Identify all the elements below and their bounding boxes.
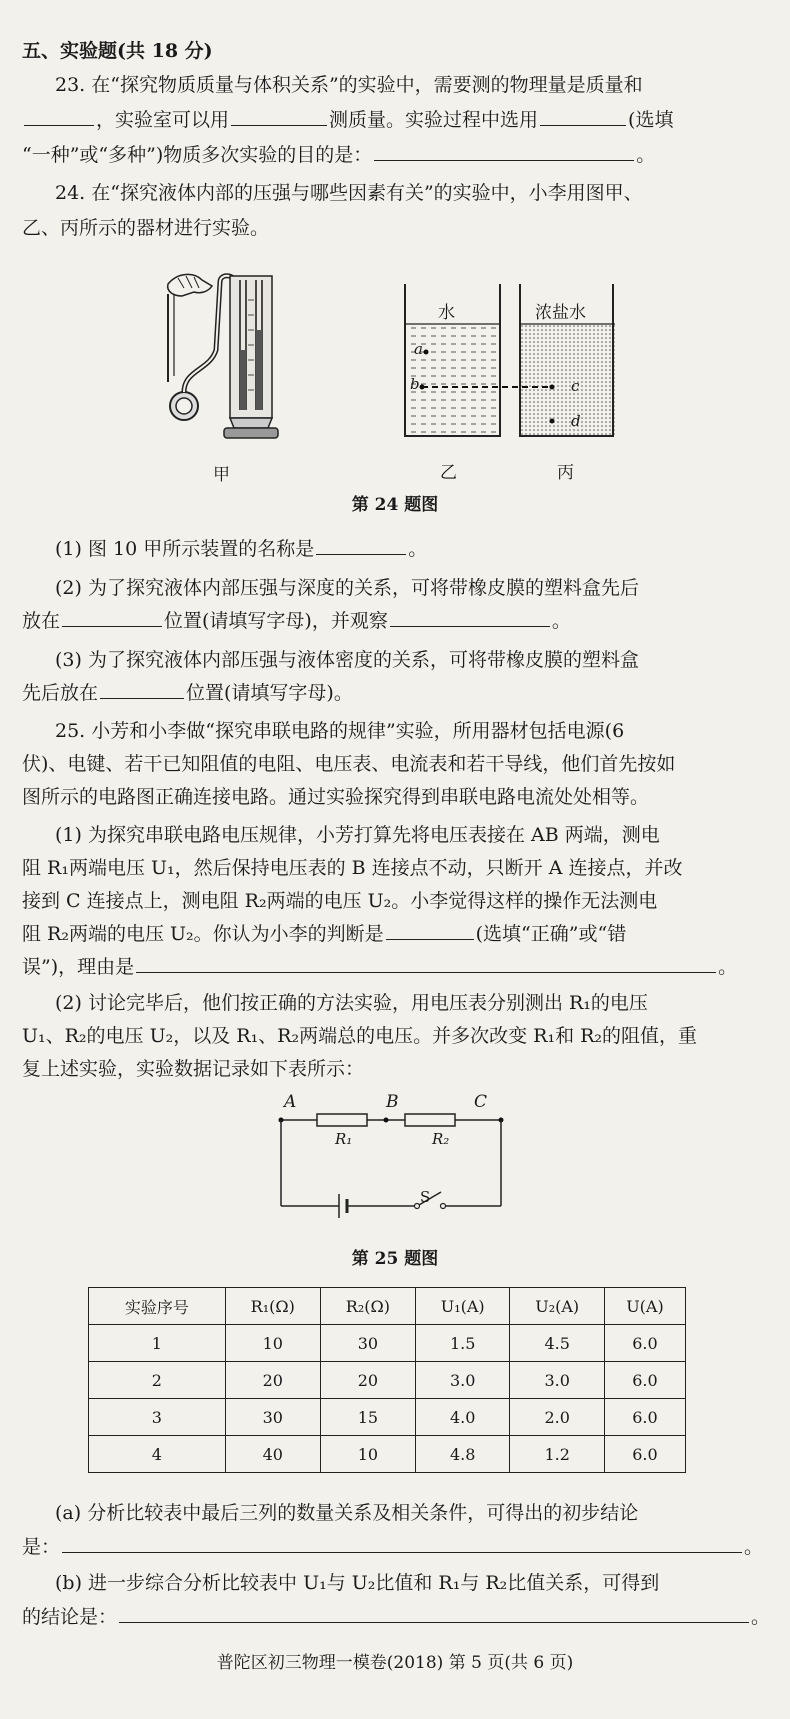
q23-line1: 23. 在“探究物质质量与体积关系”的实验中，需要测的物理量是质量和 [55, 74, 643, 96]
table-row [89, 1436, 686, 1473]
answer-blank[interactable] [386, 921, 474, 940]
resistor-r1 [317, 1114, 367, 1126]
table-header-cell: R₁(Ω) [225, 1288, 320, 1325]
table-header-cell: 实验序号 [89, 1288, 226, 1325]
q24-line1: 24. 在“探究液体内部的压强与哪些因素有关”的实验中，小李用图甲、 [55, 182, 643, 204]
table-cell: 1.2 [510, 1436, 605, 1473]
table-cell: 6.0 [604, 1362, 685, 1399]
q25-line2: 伏)、电键、若干已知阻值的电阻、电压表、电流表和若干导线，他们首先按如 [22, 753, 676, 775]
answer-blank[interactable] [390, 608, 550, 627]
answer-blank[interactable] [62, 608, 162, 627]
table-row [89, 1399, 686, 1436]
table-cell: 3 [89, 1399, 226, 1436]
q25-line3: 图所示的电路图正确连接电路。通过实验探究得到串联电路电流处处相等。 [22, 786, 650, 808]
answer-blank[interactable] [100, 680, 184, 699]
q25-p1-line5 [22, 954, 772, 980]
q23-line2-c: (选填 [628, 109, 674, 131]
label-yi: 乙 [440, 463, 457, 483]
q25-line1: 25. 小芳和小李做“探究串联电路的规律”实验，所用器材包括电源(6 [55, 720, 625, 742]
q25-p1-line2: 阻 R₁两端电压 U₁，然后保持电压表的 B 连接点不动，只断开 A 连接点，并改 [22, 857, 683, 879]
label-c: c [571, 377, 580, 395]
q25-p1-line5-a: 误”)，理由是 [22, 956, 135, 978]
table-header-row [89, 1288, 686, 1325]
table-row [89, 1362, 686, 1399]
answer-blank[interactable] [231, 107, 327, 126]
q24-p2-line1: (2) 为了探究液体内部压强与深度的关系，可将带橡皮膜的塑料盒先后 [55, 577, 639, 599]
label-d: d [571, 412, 581, 430]
label-point-B: B [386, 1092, 399, 1112]
table-cell: 4.8 [415, 1436, 510, 1473]
answer-blank[interactable] [374, 142, 634, 161]
table-cell: 40 [225, 1436, 320, 1473]
q23-line3-b: 。 [636, 144, 656, 166]
point-d-marker [550, 419, 555, 424]
q24-p1 [55, 536, 772, 562]
experiment-data-table [88, 1287, 686, 1473]
q25-a-line2 [22, 1534, 772, 1560]
q24-line2: 乙、丙所示的器材进行实验。 [22, 217, 270, 239]
q24-p2-line2-a: 放在 [22, 610, 61, 632]
q24-p1-b: 。 [408, 538, 428, 560]
table-cell: 30 [320, 1325, 415, 1362]
u-tube-manometer-figure [160, 270, 300, 455]
q25-a-line2-b: 。 [744, 1536, 764, 1558]
series-circuit-figure [275, 1108, 515, 1223]
q23-line2-a: ，实验室可以用 [96, 109, 230, 131]
table-cell: 3.0 [415, 1362, 510, 1399]
q24-p1-a: (1) 图 10 甲所示装置的名称是 [55, 538, 315, 560]
q25-b-line1: (b) 进一步综合分析比较表中 U₁与 U₂比值和 R₁与 R₂比值关系，可得到 [55, 1572, 660, 1594]
answer-blank[interactable] [540, 107, 626, 126]
q25-p1-line1: (1) 为探究串联电路电压规律，小芳打算先将电压表接在 AB 两端，测电 [55, 824, 660, 846]
label-point-A: A [284, 1092, 297, 1112]
answer-blank[interactable] [62, 1534, 742, 1553]
page-footer: 普陀区初三物理一模卷(2018) 第 5 页(共 6 页) [216, 1653, 574, 1673]
q25-b-line2 [22, 1604, 772, 1630]
resistor-r2 [405, 1114, 455, 1126]
label-jia: 甲 [213, 465, 230, 485]
label-a: a [414, 340, 423, 358]
table-header-cell: U₁(A) [415, 1288, 510, 1325]
table-cell: 6.0 [604, 1436, 685, 1473]
q24-p3-line2 [22, 680, 772, 706]
table-cell: 4.5 [510, 1325, 605, 1362]
q24-p2-line2-c: 。 [551, 610, 571, 632]
label-switch-S: S [420, 1188, 431, 1206]
label-water: 水 [438, 303, 455, 323]
table-cell: 10 [320, 1436, 415, 1473]
label-b: b [410, 375, 420, 393]
q25-p2-line2: U₁、R₂的电压 U₂，以及 R₁、R₂两端总的电压。并多次改变 R₁和 R₂的阻值，重 [22, 1025, 698, 1047]
q25-p1-line5-b: 。 [718, 956, 738, 978]
q25-a-line1: (a) 分析比较表中最后三列的数量关系及相关条件，可得出的初步结论 [55, 1502, 639, 1524]
point-a-marker [424, 350, 429, 355]
q23-line2-b: 测质量。实验过程中选用 [329, 109, 539, 131]
table-cell: 10 [225, 1325, 320, 1362]
q23-line3 [22, 142, 772, 168]
q25-p2-line1: (2) 讨论完毕后，他们按正确的方法实验，用电压表分别测出 R₁的电压 [55, 992, 648, 1014]
table-cell: 3.0 [510, 1362, 605, 1399]
table-header-cell: U(A) [604, 1288, 685, 1325]
label-point-C: C [474, 1092, 488, 1112]
label-R2: R₂ [432, 1130, 450, 1148]
table-cell: 1 [89, 1325, 226, 1362]
q24-p2-line2 [22, 608, 772, 634]
q24-p3-line1: (3) 为了探究液体内部压强与液体密度的关系，可将带橡皮膜的塑料盒 [55, 649, 639, 671]
answer-blank[interactable] [119, 1604, 749, 1623]
q24-p3-line2-b: 位置(请填写字母)。 [186, 682, 353, 704]
label-brine: 浓盐水 [535, 303, 586, 323]
q24-p2-line2-b: 位置(请填写字母)，并观察 [164, 610, 388, 632]
q25-p1-line4-b: (选填“正确”或“错 [475, 923, 627, 945]
answer-blank[interactable] [136, 954, 716, 973]
table-cell: 2 [89, 1362, 226, 1399]
answer-blank[interactable] [316, 536, 406, 555]
fig25-caption: 第 25 题图 [351, 1249, 439, 1269]
table-row [89, 1325, 686, 1362]
section-title: 五、实验题(共 18 分) [22, 40, 213, 62]
label-bing: 丙 [557, 463, 574, 483]
table-header-cell: R₂(Ω) [320, 1288, 415, 1325]
table-cell: 2.0 [510, 1399, 605, 1436]
q24-p3-line2-a: 先后放在 [22, 682, 99, 704]
q25-p1-line3: 接到 C 连接点上，测电阻 R₂两端的电压 U₂。小李觉得这样的操作无法测电 [22, 890, 658, 912]
table-header-cell: U₂(A) [510, 1288, 605, 1325]
table-cell: 4.0 [415, 1399, 510, 1436]
answer-blank[interactable] [24, 107, 94, 126]
table-cell: 1.5 [415, 1325, 510, 1362]
fig24-caption: 第 24 题图 [351, 495, 439, 515]
q23-line3-a: “一种”或“多种”)物质多次实验的目的是： [22, 144, 373, 166]
q25-b-line2-a: 的结论是： [22, 1606, 118, 1628]
label-R1: R₁ [335, 1130, 353, 1148]
table-cell: 6.0 [604, 1399, 685, 1436]
q25-p2-line3: 复上述实验，实验数据记录如下表所示： [22, 1058, 365, 1080]
table-cell: 20 [225, 1362, 320, 1399]
table-cell: 4 [89, 1436, 226, 1473]
q25-b-line2-b: 。 [751, 1606, 771, 1628]
table-cell: 20 [320, 1362, 415, 1399]
table-cell: 30 [225, 1399, 320, 1436]
q25-a-line2-a: 是： [22, 1536, 61, 1558]
table-cell: 15 [320, 1399, 415, 1436]
table-cell: 6.0 [604, 1325, 685, 1362]
q25-p1-line4 [22, 921, 772, 947]
q25-p1-line4-a: 阻 R₂两端的电压 U₂。你认为小李的判断是 [22, 923, 384, 945]
q23-line2 [22, 107, 772, 133]
